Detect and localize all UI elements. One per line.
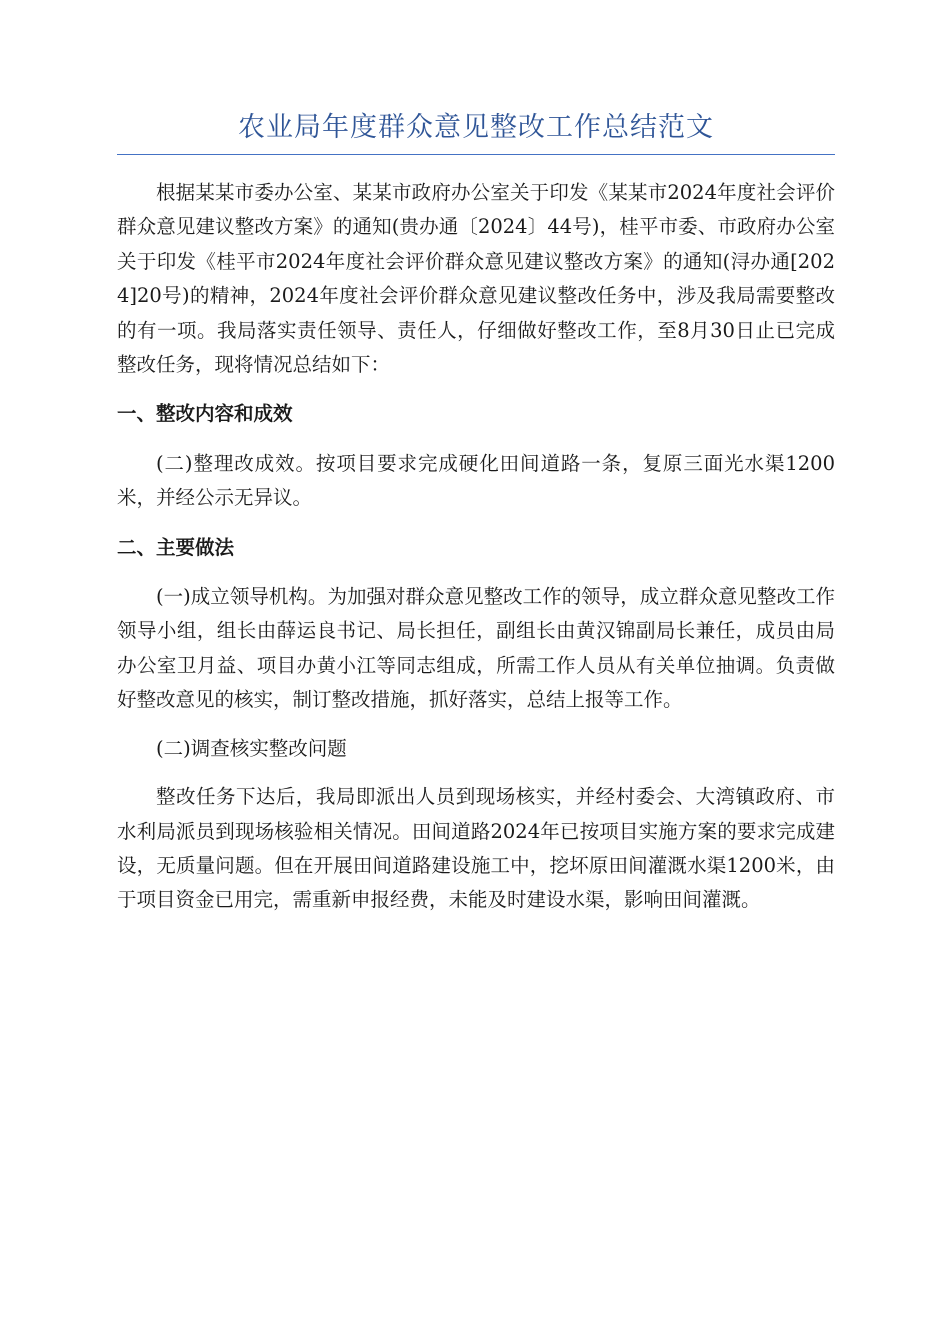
intro-paragraph: 根据某某市委办公室、某某市政府办公室关于印发《某某市2024年度社会评价群众意见建议整改方案》的通知(贵办通〔2024〕44号)，桂平市委、市政府办公室关于印发《桂平市2024年度社会评价群众意见建议整改方案》的通知(浔办通[2024]20号)的精神，2024年度社会评价群众意见建议整改任务中，涉及我局需要整改的有一项。我局落实责任领导、责任人，仔细做好整改工作，至8月30日止已完成整改任务，现将情况总结如下： bbox=[117, 181, 835, 377]
section1-paragraph-1: (二)整理改成效。按项目要求完成硬化田间道路一条，复原三面光水渠1200米，并经公示无异议。 bbox=[117, 451, 835, 510]
section2-paragraph-2: (二)调查核实整改问题 bbox=[156, 736, 347, 760]
section-heading-2: 二、主要做法 bbox=[117, 535, 235, 559]
section-heading-1: 一、整改内容和成效 bbox=[117, 402, 293, 426]
title-underline bbox=[117, 154, 835, 155]
section2-paragraph-3: 整改任务下达后，我局即派出人员到现场核实，并经村委会、大湾镇政府、市水利局派员到现场核验相关情况。田间道路2024年已按项目实施方案的要求完成建设，无质量问题。但在开展田间道路建设施工中，挖坏原田间灌溉水渠1200米，由于项目资金已用完，需重新申报经费，未能及时建设水渠，影响田间灌溉。 bbox=[117, 785, 835, 912]
section2-paragraph-1: (一)成立领导机构。为加强对群众意见整改工作的领导，成立群众意见整改工作领导小组，组长由薛运良书记、局长担任，副组长由黄汉锦副局长兼任，成员由局办公室卫月益、项目办黄小江等同志组成，所需工作人员从有关单位抽调。负责做好整改意见的核实，制订整改措施，抓好落实，总结上报等工作。 bbox=[117, 585, 835, 712]
document-page bbox=[117, 108, 835, 918]
document-title: 农业局年度群众意见整改工作总结范文 bbox=[238, 112, 714, 143]
